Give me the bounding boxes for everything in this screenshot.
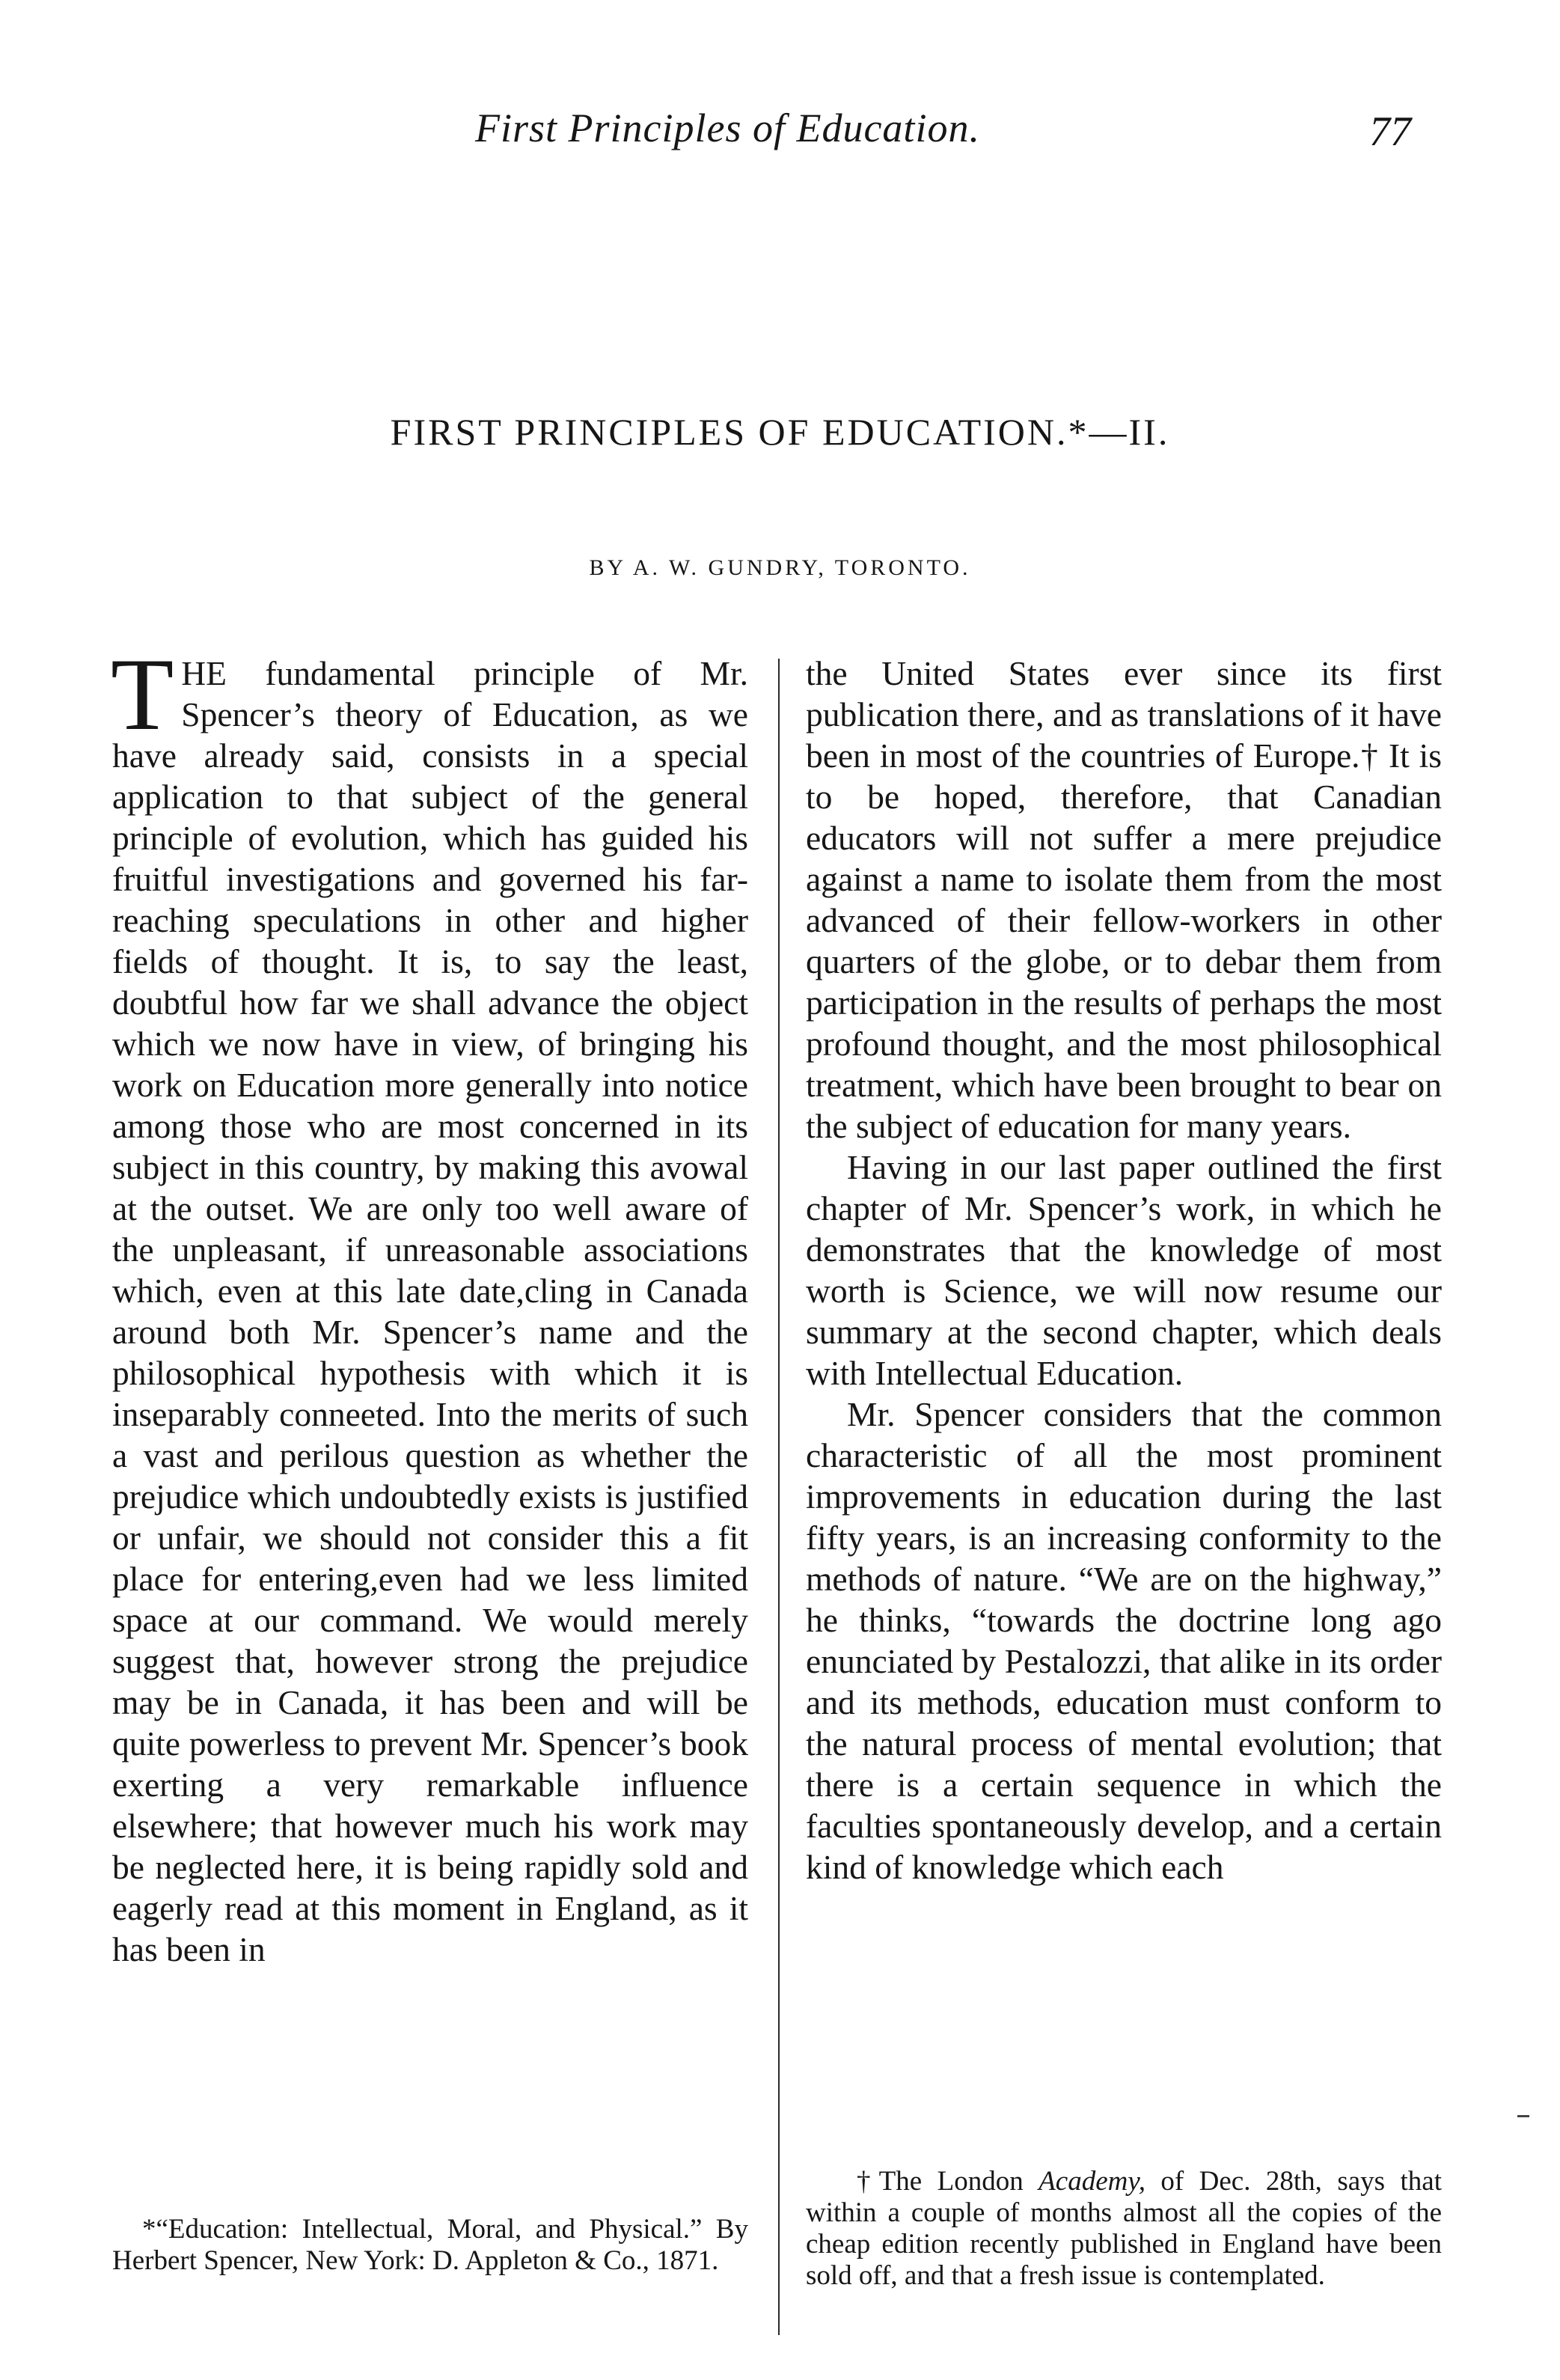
footnote-right-suffix: of Dec. 28th, says that within a couple of months almost all the copies of the cheap edition recently published in England have been sold off, and that a fresh issue is contemplated. bbox=[806, 2166, 1442, 2291]
left-column bbox=[111, 637, 748, 1970]
page-number: 77 bbox=[1369, 109, 1411, 155]
footnote-right bbox=[806, 2166, 1442, 2292]
footnote-left-text: *“Education: Intellectual, Moral, and Physical.” By Herbert Spencer, New York: D. Appleton & Co., 1871. bbox=[112, 2214, 748, 2276]
column-divider bbox=[778, 659, 780, 2335]
running-header bbox=[0, 105, 1560, 165]
byline: BY A. W. GUNDRY, TORONTO. bbox=[589, 555, 971, 580]
right-paragraph-2: Having in our last paper outlined the first chapter of Mr. Spencer’s work, in which he demonstrates that the knowledge of most worth is Science, we will now resume our summary at the second chapter, which deals with Intellectual Education. bbox=[806, 1148, 1442, 1392]
right-paragraph-3: Mr. Spencer considers that the common characteristic of all the most prominent improvements in education during the last fifty years, is an increasing conformity to the methods of nature. “We are on the highway,” he thinks, “towards the doctrine long ago enunciated by Pestalozzi, that alike in its order and its methods, education must conform to the natural process of mental evolution; that there is a certain sequence in which the faculties spontaneously develop, and a certain kind of knowledge which each bbox=[806, 1395, 1442, 1886]
footnote-left bbox=[112, 2214, 748, 2277]
margin-mark bbox=[1517, 2115, 1529, 2117]
footnote-right-prefix: †The London bbox=[857, 2166, 1039, 2197]
article-title: FIRST PRINCIPLES OF EDUCATION.*—II. bbox=[390, 411, 1170, 453]
footnote-right-italic: Academy, bbox=[1039, 2166, 1145, 2197]
running-title: First Principles of Education. bbox=[475, 106, 980, 150]
right-column bbox=[806, 653, 1442, 1888]
left-paragraph-1-text: HE fundamental principle of Mr. Spencer’s theory of Education, as we have already said, consists in a special application to that subject of the general principle of evolution, which has guided his fruitful investigations and governed his far-reaching speculations in other and higher fields of thought. It is, to say the least, doubtful how far we shall advance the object which we now have in view, of bringing his work on Education more generally into notice among those who are most concerned in its subject in this country, by making this avowal at the outset. We are only too well aware of the unpleasant, if unreasonable associations which, even at this late date,cling in Canada around both Mr. Spencer’s name and the philosophical hypothesis with which it is inseparably conneeted. Into the merits of such a vast and perilous question as whether the prejudice which undoubtedly exists is justified or unfair, we should not consider this a fit place for entering,even had we less limited space at our command. We would merely suggest that, however strong the prejudice may be in Canada, it has been and will be quite powerless to prevent Mr. Spencer’s book exerting a very remarkable influence elsewhere; that however much his work may be neglected here, it is being rapidly sold and eagerly read at this moment in England, as it has been in bbox=[112, 654, 748, 1968]
right-paragraph-1: the United States ever since its first publication there, and as translations of it have been in most of the countries of Europe.† It is to be hoped, therefore, that Canadian educators will not suffer a mere prejudice against a name to isolate them from the most advanced of their fellow-workers in other quarters of the globe, or to debar them from participation in the results of perhaps the most profound thought, and the most philosophical treatment, which have been brought to bear on the subject of education for many years. bbox=[806, 654, 1442, 1145]
footnote-right-text bbox=[806, 2166, 1442, 2292]
drop-cap: T bbox=[111, 637, 174, 751]
left-paragraph-1 bbox=[111, 637, 748, 1970]
